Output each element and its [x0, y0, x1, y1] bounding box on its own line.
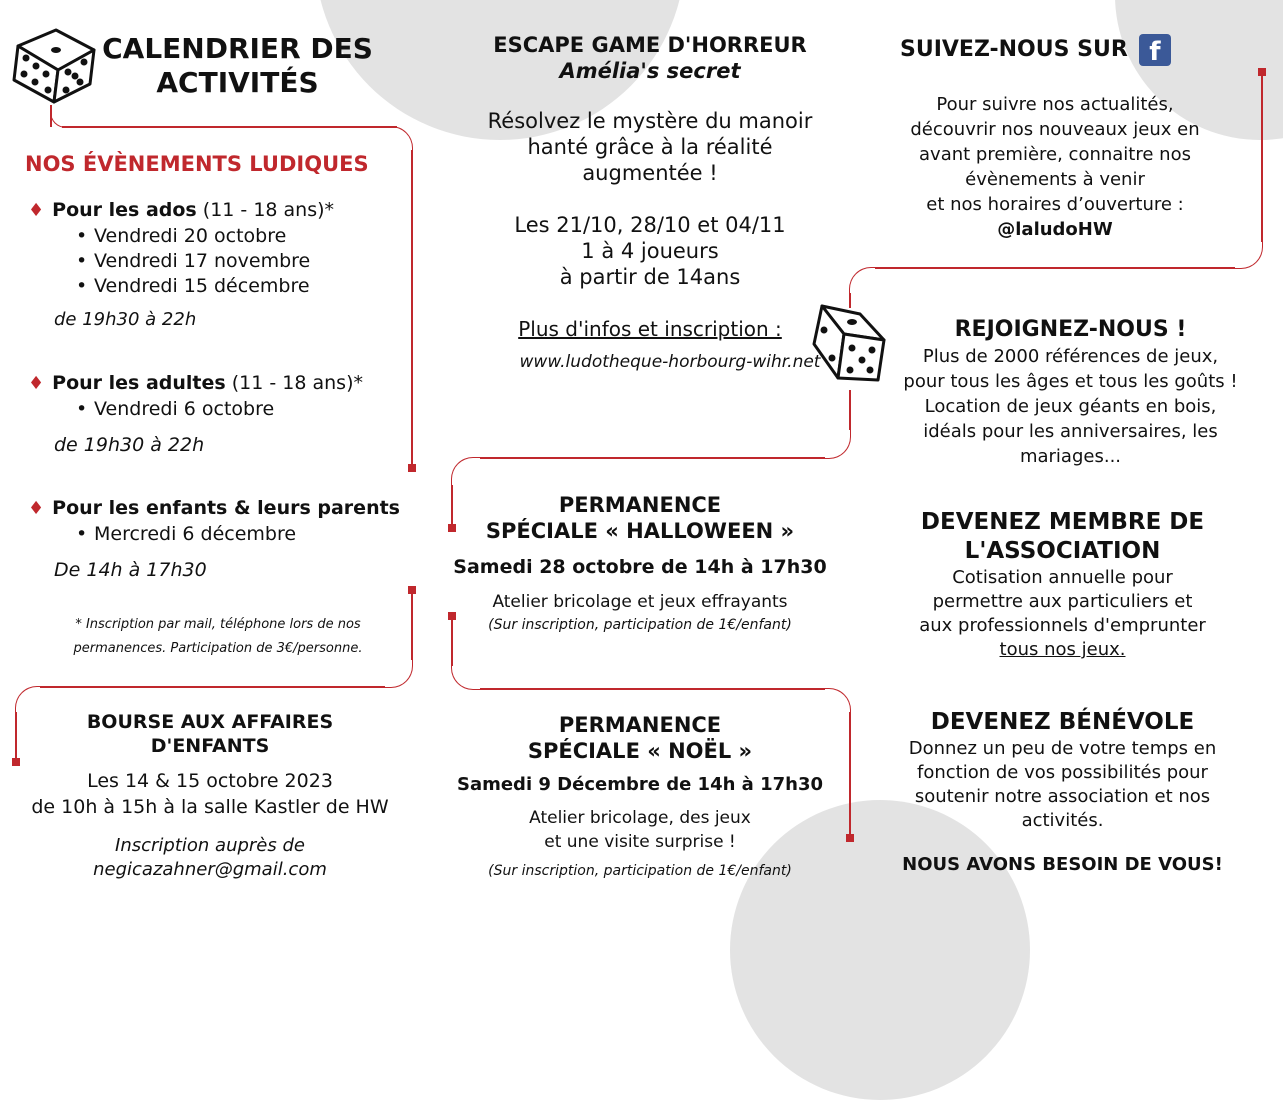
facebook-icon[interactable]: f — [1139, 34, 1171, 66]
escape-game-section — [430, 32, 870, 374]
bourse-section — [0, 710, 420, 882]
escape-description: Résolvez le mystère du manoir hanté grâce à la réalité augmentée ! — [487, 109, 813, 185]
escape-title: ESCAPE GAME D'HORREUR — [493, 33, 807, 57]
halloween-section — [425, 492, 855, 636]
event-hours: de 19h30 à 22h — [54, 309, 197, 330]
bourse-dates: Les 14 & 15 octobre 2023 — [87, 770, 333, 792]
member-text: Cotisation annuelle pour permettre aux particuliers et aux professionnels d'emprunter tous nos jeux. — [919, 567, 1206, 660]
event-hours: De 14h à 17h30 — [54, 559, 207, 581]
join-text: Plus de 2000 références de jeux, pour tous les âges et tous les goûts ! Location de jeux géants en bois, idéals pour les anniversaires, les mariages... — [903, 346, 1238, 467]
event-date: • Vendredi 15 décembre — [72, 274, 408, 299]
halloween-note: (Sur inscription, participation de 1€/enfant) — [488, 617, 792, 633]
escape-subtitle: Amélia's secret — [559, 59, 741, 83]
group-label-bold: Pour les enfants & leurs parents — [52, 497, 400, 519]
group-label-bold: Pour les ados — [52, 199, 197, 221]
bourse-inscription: Inscription auprès de negicazahner@gmail.com — [0, 834, 420, 882]
diamond-icon: ♦ — [28, 498, 45, 519]
dice-icon — [8, 24, 98, 106]
group-label-rest: (11 - 18 ans)* — [196, 199, 335, 221]
footnote: * Inscription par mail, téléphone lors de nos permanences. Participation de 3€/personne. — [73, 617, 363, 656]
group-label-bold: Pour les adultes — [52, 372, 226, 394]
follow-header — [900, 30, 1230, 70]
noel-desc: Atelier bricolage, des jeux et une visite surprise ! — [529, 808, 751, 852]
noel-section — [425, 712, 855, 882]
bourse-place: de 10h à 15h à la salle Kastler de HW — [31, 796, 389, 818]
info-label: Plus d'infos et inscription : — [518, 317, 782, 341]
event-date: • Vendredi 6 octobre — [72, 397, 408, 422]
event-date: • Vendredi 17 novembre — [72, 249, 408, 274]
member-title: DEVENEZ MEMBRE DE L'ASSOCIATION — [920, 509, 1205, 564]
join-title: REJOIGNEZ-NOUS ! — [954, 317, 1187, 342]
halloween-date: Samedi 28 octobre de 14h à 17h30 — [453, 556, 827, 578]
halloween-desc: Atelier bricolage et jeux effrayants — [492, 592, 788, 612]
event-group-adults — [28, 370, 408, 456]
event-group-teens — [28, 197, 408, 330]
event-hours: de 19h30 à 22h — [54, 434, 205, 456]
group-label-rest: (11 - 18 ans)* — [225, 372, 363, 394]
join-section — [868, 316, 1273, 469]
events-heading: NOS ÉVÈNEMENTS LUDIQUES — [25, 152, 369, 176]
noel-title: PERMANENCE SPÉCIALE « NOËL » — [527, 713, 753, 763]
volunteer-call: NOUS AVONS BESOIN DE VOUS! — [902, 854, 1223, 875]
calendar-title: CALENDRIER DES ACTIVITÉS — [102, 32, 373, 99]
diamond-icon: ♦ — [28, 373, 45, 394]
noel-date: Samedi 9 Décembre de 14h à 17h30 — [456, 774, 824, 795]
volunteer-title: DEVENEZ BÉNÉVOLE — [930, 709, 1195, 735]
diamond-icon: ♦ — [28, 200, 45, 221]
follow-title: SUIVEZ-NOUS SUR — [900, 37, 1128, 62]
info-url-link[interactable]: www.ludotheque-horbourg-wihr.net — [519, 352, 821, 372]
escape-details: Les 21/10, 28/10 et 04/11 1 à 4 joueurs à partir de 14ans — [514, 213, 786, 289]
noel-note: (Sur inscription, participation de 1€/enfant) — [488, 863, 792, 879]
event-date: • Vendredi 20 octobre — [72, 224, 408, 249]
event-date: • Mercredi 6 décembre — [72, 522, 418, 547]
halloween-title: PERMANENCE SPÉCIALE « HALLOWEEN » — [485, 493, 795, 543]
event-group-children — [28, 495, 418, 581]
facebook-handle[interactable]: @laludoHW — [997, 219, 1113, 240]
bourse-email[interactable]: negicazahner@gmail.com — [93, 859, 327, 880]
follow-text: Pour suivre nos actualités, découvrir nos nouveaux jeux en avant première, connaitre nos évènements à venir et nos horaires d’ouverture : @laludoHW — [875, 92, 1235, 242]
volunteer-text: Donnez un peu de votre temps en fonction de vos possibilités pour soutenir notre association et nos activités. — [908, 738, 1217, 831]
volunteer-section — [860, 708, 1265, 877]
member-section — [860, 508, 1265, 662]
bourse-title: BOURSE AUX AFFAIRES D'ENFANTS — [86, 711, 334, 757]
